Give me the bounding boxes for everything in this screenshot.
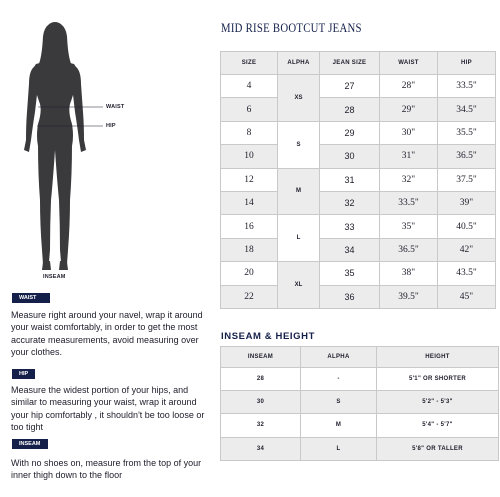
jean-size-cell: 34 <box>320 238 380 261</box>
hip-cell: 37.5" <box>438 168 496 191</box>
chart-title: MID RISE BOOTCUT JEANS <box>221 21 362 35</box>
inseam-cell: 30 <box>221 391 301 414</box>
header-jean-size: JEAN SIZE <box>320 52 380 75</box>
size-cell: 16 <box>221 215 278 238</box>
table-row <box>221 368 499 391</box>
hip-cell: 39" <box>438 191 496 214</box>
hip-cell: 40.5" <box>438 215 496 238</box>
jean-size-cell: 33 <box>320 215 380 238</box>
jean-size-cell: 27 <box>320 75 380 98</box>
size-cell: 20 <box>221 262 278 285</box>
alpha-cell: L <box>301 437 377 460</box>
hip-cell: 33.5" <box>438 75 496 98</box>
waist-label: WAIST <box>106 104 125 110</box>
header-alpha: ALPHA <box>301 347 377 368</box>
jean-size-cell: 32 <box>320 191 380 214</box>
size-cell: 22 <box>221 285 278 308</box>
jean-size-cell: 35 <box>320 262 380 285</box>
hip-description: Measure the widest portion of your hips, and similar to measuring your waist, wrap it around your hip comfortably , it shouldn't be too loose or too tight <box>11 385 205 433</box>
height-cell: 5'8" OR TALLER <box>377 437 499 460</box>
inseam-cell: 32 <box>221 414 301 437</box>
header-size: SIZE <box>221 52 278 75</box>
alpha-cell: S <box>278 121 320 168</box>
size-cell: 4 <box>221 75 278 98</box>
measurement-figure <box>0 0 140 290</box>
size-table-header-row <box>221 52 496 75</box>
height-cell: 5'4" - 5'7" <box>377 414 499 437</box>
table-row <box>221 238 496 261</box>
waist-cell: 28" <box>380 75 438 98</box>
waist-cell: 31" <box>380 145 438 168</box>
waist-cell: 29" <box>380 98 438 121</box>
alpha-cell: M <box>278 168 320 215</box>
alpha-cell: M <box>301 414 377 437</box>
inseam-badge: INSEAM <box>12 439 48 449</box>
jean-size-cell: 29 <box>320 121 380 144</box>
table-row <box>221 75 496 98</box>
table-row <box>221 121 496 144</box>
alpha-cell: S <box>301 391 377 414</box>
waist-description: Measure right around your navel, wrap it around your waist comfortably, in order to get the most accurate measurements, avoid measuring over your clothes. <box>11 310 203 358</box>
table-row <box>221 191 496 214</box>
inseam-table-header-row <box>221 347 499 368</box>
inseam-section-title: INSEAM & HEIGHT <box>221 331 315 342</box>
alpha-cell: L <box>278 215 320 262</box>
alpha-cell: XS <box>278 75 320 122</box>
waist-cell: 36.5" <box>380 238 438 261</box>
hip-cell: 36.5" <box>438 145 496 168</box>
waist-cell: 38" <box>380 262 438 285</box>
header-waist: WAIST <box>380 52 438 75</box>
waist-cell: 39.5" <box>380 285 438 308</box>
waist-cell: 33.5" <box>380 191 438 214</box>
header-hip: HIP <box>438 52 496 75</box>
hip-cell: 34.5" <box>438 98 496 121</box>
size-cell: 18 <box>221 238 278 261</box>
table-row <box>221 262 496 285</box>
size-cell: 10 <box>221 145 278 168</box>
inseam-cell: 34 <box>221 437 301 460</box>
waist-cell: 32" <box>380 168 438 191</box>
size-cell: 12 <box>221 168 278 191</box>
hip-cell: 43.5" <box>438 262 496 285</box>
jean-size-cell: 28 <box>320 98 380 121</box>
table-row <box>221 437 499 460</box>
table-row <box>221 168 496 191</box>
header-height: HEIGHT <box>377 347 499 368</box>
hip-label: HIP <box>106 123 116 129</box>
size-chart-table <box>220 51 496 309</box>
hip-cell: 35.5" <box>438 121 496 144</box>
size-cell: 8 <box>221 121 278 144</box>
size-cell: 6 <box>221 98 278 121</box>
jean-size-cell: 30 <box>320 145 380 168</box>
hip-cell: 42" <box>438 238 496 261</box>
inseam-description: With no shoes on, measure from the top of your inner thigh down to the floor <box>11 458 202 481</box>
inseam-label: INSEAM <box>43 274 66 280</box>
table-row <box>221 98 496 121</box>
woman-silhouette-icon <box>0 0 140 290</box>
inseam-height-table <box>220 346 499 461</box>
alpha-cell: - <box>301 368 377 391</box>
table-row <box>221 215 496 238</box>
height-cell: 5'1" OR SHORTER <box>377 368 499 391</box>
table-row <box>221 285 496 308</box>
jean-size-cell: 31 <box>320 168 380 191</box>
waist-badge: WAIST <box>12 293 50 303</box>
height-cell: 5'2" - 5'3" <box>377 391 499 414</box>
table-row <box>221 391 499 414</box>
waist-cell: 30" <box>380 121 438 144</box>
hip-cell: 45" <box>438 285 496 308</box>
header-inseam: INSEAM <box>221 347 301 368</box>
size-cell: 14 <box>221 191 278 214</box>
waist-cell: 35" <box>380 215 438 238</box>
table-row <box>221 414 499 437</box>
header-alpha: ALPHA <box>278 52 320 75</box>
hip-badge: HIP <box>12 369 35 379</box>
inseam-cell: 28 <box>221 368 301 391</box>
jean-size-cell: 36 <box>320 285 380 308</box>
table-row <box>221 145 496 168</box>
alpha-cell: XL <box>278 262 320 309</box>
